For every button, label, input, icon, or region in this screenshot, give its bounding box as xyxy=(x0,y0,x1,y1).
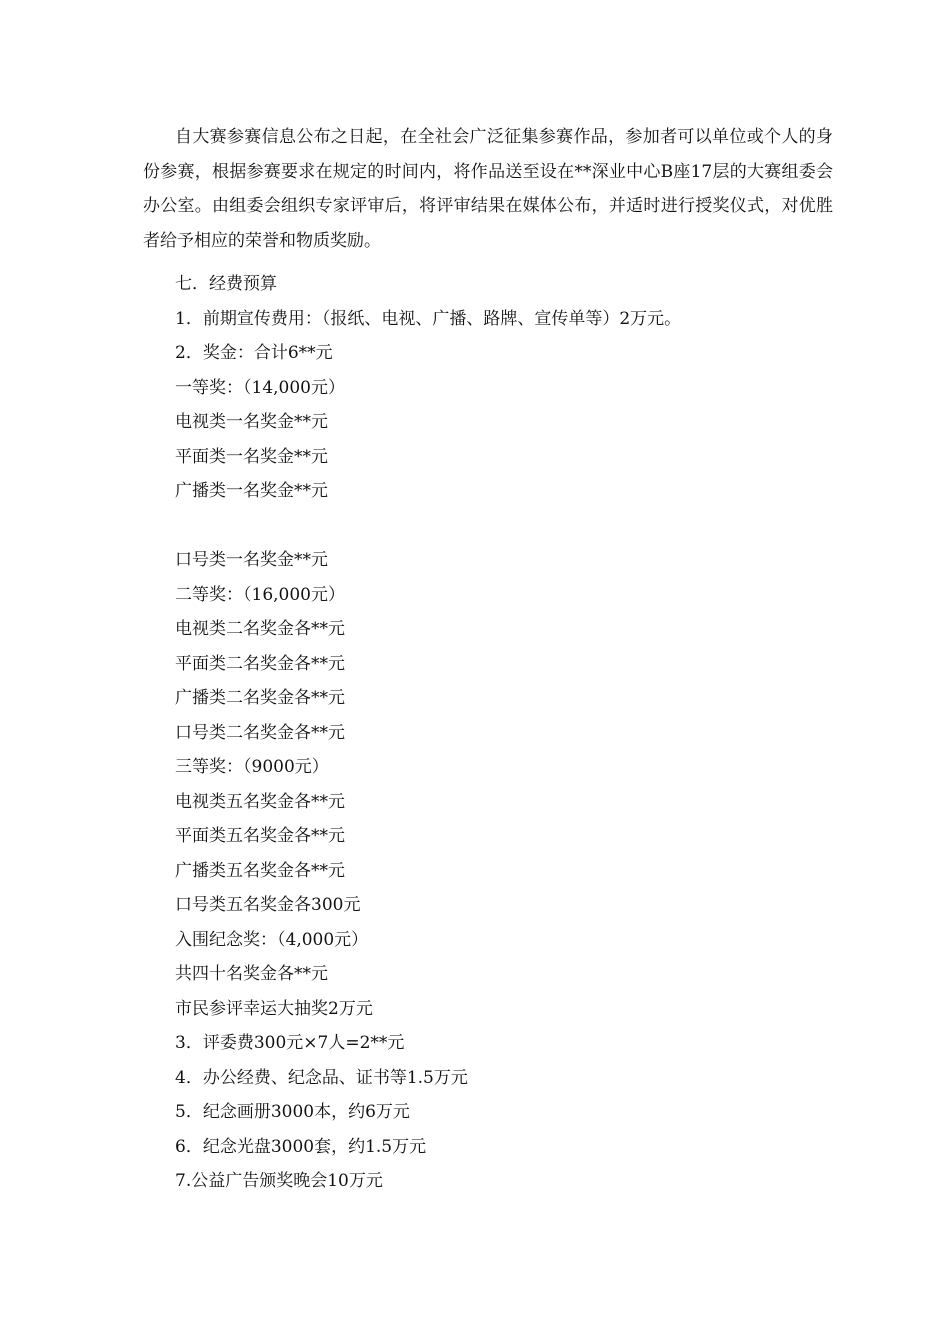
third-prize-radio: 广播类五名奖金各**元 xyxy=(175,861,345,881)
second-prize-slogan: 口号类二名奖金各**元 xyxy=(175,723,345,743)
budget-item-cd: 6．纪念光盘3000套，约1.5万元 xyxy=(175,1137,427,1157)
budget-item-office: 4．办公经费、纪念品、证书等1.5万元 xyxy=(175,1068,468,1088)
first-prize-heading: 一等奖：（14,000元） xyxy=(175,378,345,398)
first-prize-radio: 广播类一名奖金**元 xyxy=(175,481,328,501)
third-prize-heading: 三等奖：（9000元） xyxy=(175,757,329,777)
budget-item-album: 5．纪念画册3000本，约6万元 xyxy=(175,1102,410,1122)
budget-item-judges: 3．评委费300元×7人=2**元 xyxy=(175,1033,405,1053)
first-prize-tv: 电视类一名奖金**元 xyxy=(175,412,328,432)
budget-item-gala: 7.公益广告颁奖晚会10万元 xyxy=(175,1171,383,1191)
second-prize-heading: 二等奖：（16,000元） xyxy=(175,585,345,605)
second-prize-tv: 电视类二名奖金各**元 xyxy=(175,619,345,639)
second-prize-print: 平面类二名奖金各**元 xyxy=(175,654,345,674)
intro-paragraph: 自大赛参赛信息公布之日起，在全社会广泛征集参赛作品，参加者可以单位或个人的身份参赛，根据参赛要求在规定的时间内，将作品送至设在**深业中心B座17层的大赛组委会办公室。由组委会组织专家评审后，将评审结果在媒体公布，并适时进行授奖仪式，对优胜者给予相应的荣誉和物质奖励。 xyxy=(143,127,833,251)
third-prize-tv: 电视类五名奖金各**元 xyxy=(175,792,345,812)
finalist-award-detail: 共四十名奖金各**元 xyxy=(175,964,328,984)
finalist-award-heading: 入围纪念奖：（4,000元） xyxy=(175,930,369,950)
second-prize-radio: 广播类二名奖金各**元 xyxy=(175,688,345,708)
budget-item-prize-money: 2．奖金：合计6**元 xyxy=(175,343,333,363)
citizen-lottery: 市民参评幸运大抽奖2万元 xyxy=(175,999,373,1019)
section-heading-budget: 七．经费预算 xyxy=(175,274,277,294)
third-prize-print: 平面类五名奖金各**元 xyxy=(175,826,345,846)
first-prize-slogan: 口号类一名奖金**元 xyxy=(175,550,328,570)
budget-item-publicity: 1．前期宣传费用：（报纸、电视、广播、路牌、宣传单等）2万元。 xyxy=(175,309,682,329)
third-prize-slogan: 口号类五名奖金各300元 xyxy=(175,895,361,915)
first-prize-print: 平面类一名奖金**元 xyxy=(175,447,328,467)
